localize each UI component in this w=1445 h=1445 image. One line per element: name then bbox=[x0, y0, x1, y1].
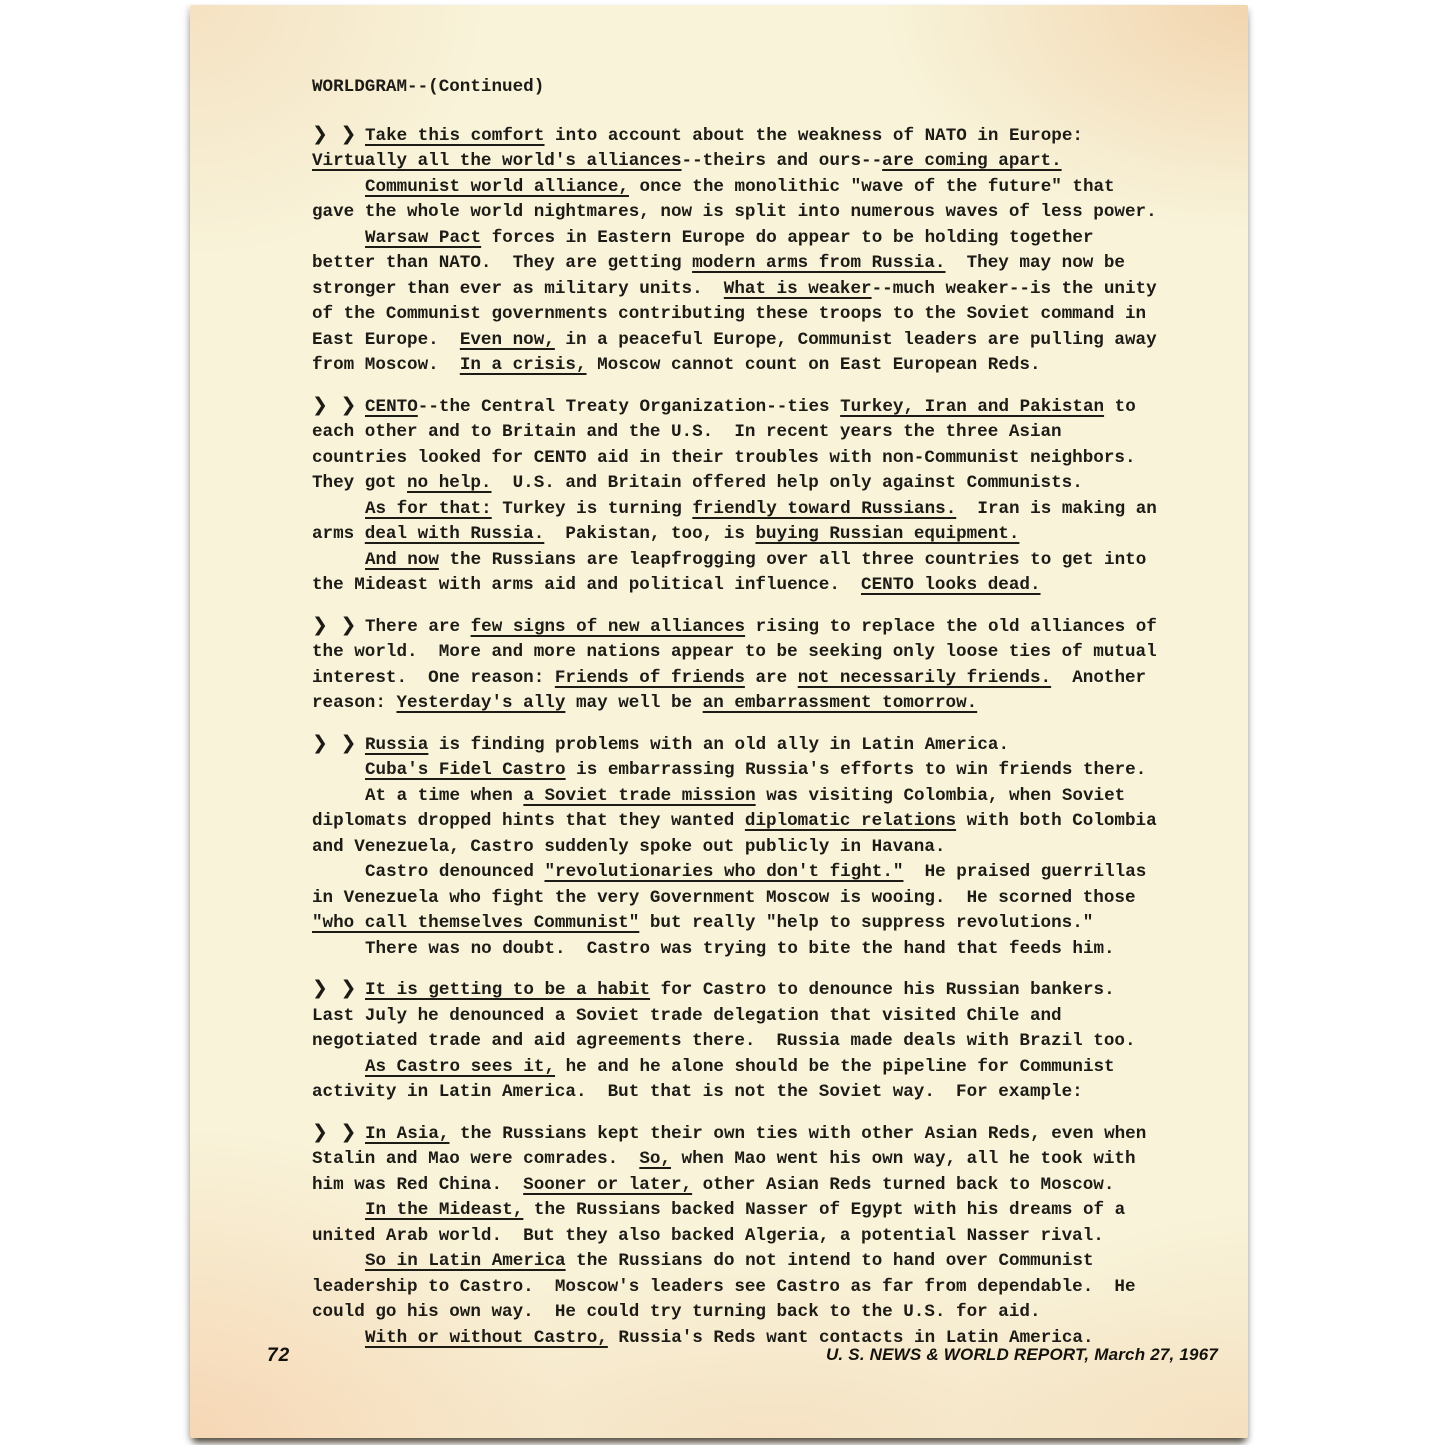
text-line bbox=[312, 471, 1198, 497]
underlined-text: Turkey, Iran and Pakistan bbox=[840, 396, 1105, 417]
publication-credit: U. S. NEWS & WORLD REPORT, March 27, 1967 bbox=[825, 1345, 1218, 1364]
text-segment: the world. More and more nations appear to be seeking only loose ties of mutual bbox=[312, 642, 1157, 662]
underlined-text: Sooner or later, bbox=[523, 1174, 693, 1195]
text-segment: Iran is making an bbox=[956, 498, 1157, 519]
text-segment: are bbox=[744, 667, 798, 688]
underlined-text: Communist world alliance, bbox=[365, 176, 629, 197]
underlined-text: Even now, bbox=[459, 329, 555, 350]
text-line bbox=[312, 1080, 1198, 1106]
text-segment: when Mao went his own way, all he took with bbox=[671, 1149, 1136, 1169]
page-content bbox=[312, 75, 1198, 1351]
text-line bbox=[312, 328, 1198, 354]
text-line bbox=[312, 731, 1198, 759]
text-segment: other Asian Reds turned back to Moscow. bbox=[692, 1174, 1115, 1195]
underlined-text: CENTO bbox=[365, 396, 418, 417]
text-segment: him was Red China. bbox=[312, 1174, 524, 1195]
text-segment: leadership to Castro. Moscow's leaders see Castro as far from dependable. He bbox=[312, 1276, 1136, 1297]
text-segment: may well be bbox=[565, 693, 703, 713]
text-segment: Another bbox=[1051, 667, 1147, 688]
text-line bbox=[312, 1055, 1198, 1081]
text-segment: with both Colombia bbox=[956, 811, 1157, 831]
text-line bbox=[312, 784, 1198, 810]
text-line bbox=[312, 1198, 1198, 1224]
underlined-text: What is weaker bbox=[723, 278, 872, 299]
text-segment: the Russians do not intend to hand over Communist bbox=[565, 1251, 1094, 1271]
text-segment: but really "help to suppress revolutions." bbox=[639, 913, 1094, 933]
underlined-text: And now bbox=[365, 549, 439, 570]
text-line bbox=[312, 393, 1198, 421]
text-segment: in Venezuela who fight the very Government Moscow is wooing. He scorned those bbox=[312, 887, 1136, 908]
underlined-text: In a crisis, bbox=[459, 355, 587, 375]
paragraph-block bbox=[312, 1120, 1198, 1352]
bullet-arrows-icon: ❯ ❯ bbox=[312, 731, 360, 754]
text-segment: into account about the weakness of NATO in Europe: bbox=[544, 125, 1083, 146]
underlined-text: So, bbox=[639, 1149, 671, 1169]
text-line bbox=[312, 1249, 1198, 1275]
text-segment: negotiated trade and aid agreements there. Russia made deals with Brazil too. bbox=[312, 1031, 1136, 1051]
text-segment: --the Central Treaty Organization--ties bbox=[417, 396, 841, 417]
body-text bbox=[312, 122, 1198, 1352]
underlined-text: not necessarily friends. bbox=[797, 667, 1052, 688]
text-segment: each other and to Britain and the U.S. In recent years the three Asian bbox=[312, 422, 1062, 442]
underlined-text: In Asia, bbox=[365, 1123, 450, 1144]
text-line bbox=[312, 860, 1198, 886]
text-line bbox=[312, 302, 1198, 328]
text-segment: Last July he denounced a Soviet trade delegation that visited Chile and bbox=[312, 1005, 1062, 1026]
underlined-text: few signs of new alliances bbox=[470, 616, 746, 637]
text-line bbox=[312, 175, 1198, 201]
text-segment: arms bbox=[312, 524, 365, 544]
text-line bbox=[312, 522, 1198, 548]
text-segment: the Russians backed Nasser of Egypt with his dreams of a bbox=[523, 1200, 1126, 1220]
text-segment: East Europe. bbox=[312, 329, 460, 350]
text-segment: There are bbox=[365, 616, 471, 637]
text-line bbox=[312, 640, 1198, 666]
underlined-text: Friends of friends bbox=[554, 667, 745, 688]
underlined-text: modern arms from Russia. bbox=[692, 253, 946, 273]
underlined-text: Russia bbox=[365, 734, 429, 755]
text-segment: He praised guerrillas bbox=[903, 862, 1147, 882]
text-line bbox=[312, 446, 1198, 472]
text-line bbox=[312, 911, 1198, 937]
underlined-text: It is getting to be a habit bbox=[365, 980, 651, 1000]
underlined-text: CENTO looks dead. bbox=[861, 575, 1041, 595]
text-segment: the Russians are leapfrogging over all three countries to get into bbox=[438, 549, 1147, 570]
underlined-text: As Castro sees it, bbox=[365, 1056, 556, 1077]
text-line bbox=[312, 937, 1198, 963]
underlined-text: friendly toward Russians. bbox=[692, 498, 957, 519]
text-line bbox=[312, 149, 1198, 175]
text-segment: united Arab world. But they also backed Algeria, a potential Nasser rival. bbox=[312, 1225, 1104, 1246]
page-number: 72 bbox=[267, 1345, 291, 1366]
underlined-text: Cuba's Fidel Castro bbox=[365, 760, 566, 780]
text-segment: and Venezuela, Castro suddenly spoke out publicly in Havana. bbox=[312, 836, 946, 857]
text-line bbox=[312, 420, 1198, 446]
text-line bbox=[312, 613, 1198, 641]
underlined-text: diplomatic relations bbox=[744, 811, 957, 831]
text-segment: rising to replace the old alliances of bbox=[745, 616, 1157, 637]
text-segment: better than NATO. They are getting bbox=[312, 253, 693, 273]
document-page bbox=[190, 5, 1248, 1438]
bullet-arrows-icon: ❯ ❯ bbox=[312, 122, 360, 145]
text-segment: gave the whole world nightmares, now is split into numerous waves of less power. bbox=[312, 202, 1157, 222]
underlined-text: a Soviet trade mission bbox=[523, 785, 756, 806]
text-segment: There was no doubt. Castro was trying to bite the hand that feeds him. bbox=[365, 938, 1115, 959]
underlined-text: So in Latin America bbox=[365, 1251, 566, 1271]
text-segment: of the Communist governments contributing these troops to the Soviet command in bbox=[312, 304, 1147, 324]
bullet-arrows-icon: ❯ ❯ bbox=[312, 1120, 360, 1143]
text-line bbox=[312, 1147, 1198, 1173]
page-title: WORLDGRAM--(Continued) bbox=[312, 77, 545, 97]
text-segment: is embarrassing Russia's efforts to win friends there. bbox=[565, 760, 1147, 780]
text-segment: activity in Latin America. But that is not the Soviet way. For example: bbox=[312, 1082, 1083, 1102]
underlined-text: an embarrassment tomorrow. bbox=[702, 693, 978, 713]
text-line bbox=[312, 226, 1198, 252]
text-line bbox=[312, 497, 1198, 523]
text-segment: Castro denounced bbox=[365, 862, 545, 882]
text-segment: from Moscow. bbox=[312, 355, 460, 375]
text-line bbox=[312, 1275, 1198, 1301]
underlined-text: Take this comfort bbox=[365, 125, 545, 146]
text-segment: Pakistan, too, is bbox=[544, 524, 756, 544]
text-line bbox=[312, 200, 1198, 226]
text-line bbox=[312, 548, 1198, 574]
text-line bbox=[312, 1004, 1198, 1030]
underlined-text: "who call themselves Communist" bbox=[312, 913, 640, 933]
text-line bbox=[312, 1029, 1198, 1055]
text-segment: to bbox=[1104, 396, 1136, 417]
text-segment: Moscow cannot count on East European Reds. bbox=[586, 355, 1041, 375]
bullet-arrows-icon: ❯ ❯ bbox=[312, 613, 360, 636]
underlined-text: deal with Russia. bbox=[364, 524, 545, 544]
text-segment: --much weaker--is the unity bbox=[871, 278, 1157, 299]
text-segment: the Russians kept their own ties with other Asian Reds, even when bbox=[449, 1123, 1147, 1144]
text-line bbox=[312, 1120, 1198, 1148]
underlined-text: With or without Castro, bbox=[365, 1327, 608, 1348]
text-segment: for Castro to denounce his Russian bankers. bbox=[650, 980, 1115, 1000]
text-segment: once the monolithic "wave of the future" that bbox=[628, 176, 1115, 197]
text-line bbox=[312, 666, 1198, 692]
page-footer bbox=[267, 1345, 1218, 1367]
text-line bbox=[312, 691, 1198, 717]
underlined-text: buying Russian equipment. bbox=[755, 524, 1020, 544]
text-line bbox=[312, 809, 1198, 835]
underlined-text: Yesterday's ally bbox=[396, 693, 566, 713]
text-segment: U.S. and Britain offered help only against Communists. bbox=[491, 473, 1083, 493]
paragraph-block bbox=[312, 613, 1198, 717]
text-segment: Russia's Reds want contacts in Latin America. bbox=[607, 1327, 1094, 1348]
text-segment: They got bbox=[312, 473, 408, 493]
text-segment: At a time when bbox=[365, 785, 524, 806]
text-segment: in a peaceful Europe, Communist leaders are pulling away bbox=[554, 329, 1157, 350]
text-line bbox=[312, 835, 1198, 861]
text-segment: the Mideast with arms aid and political influence. bbox=[312, 575, 862, 595]
text-line bbox=[312, 886, 1198, 912]
underlined-text: Virtually all the world's alliances bbox=[312, 151, 682, 171]
text-segment: interest. One reason: bbox=[312, 667, 555, 688]
text-segment: was visiting Colombia, when Soviet bbox=[755, 785, 1126, 806]
text-segment: is finding problems with an old ally in Latin America. bbox=[428, 734, 1010, 755]
text-line bbox=[312, 1300, 1198, 1326]
text-line bbox=[312, 573, 1198, 599]
text-line bbox=[312, 976, 1198, 1004]
text-segment: Stalin and Mao were comrades. bbox=[312, 1149, 640, 1169]
text-segment: stronger than ever as military units. bbox=[312, 278, 724, 299]
text-segment: forces in Eastern Europe do appear to be holding together bbox=[481, 227, 1094, 248]
paragraph-block bbox=[312, 731, 1198, 963]
underlined-text: no help. bbox=[407, 473, 492, 493]
paragraph-block bbox=[312, 122, 1198, 379]
text-line bbox=[312, 251, 1198, 277]
text-line bbox=[312, 1224, 1198, 1250]
text-segment: he and he alone should be the pipeline for Communist bbox=[555, 1056, 1115, 1077]
text-segment: Turkey is turning bbox=[491, 498, 693, 519]
underlined-text: Warsaw Pact bbox=[365, 227, 482, 248]
bullet-arrows-icon: ❯ ❯ bbox=[312, 393, 360, 416]
bullet-arrows-icon: ❯ ❯ bbox=[312, 977, 360, 999]
text-line bbox=[312, 353, 1198, 379]
text-segment: diplomats dropped hints that they wanted bbox=[312, 811, 745, 831]
text-line bbox=[312, 758, 1198, 784]
text-line bbox=[312, 122, 1198, 150]
underlined-text: "revolutionaries who don't fight." bbox=[544, 862, 904, 882]
text-segment: reason: bbox=[312, 693, 397, 713]
text-segment: --theirs and ours-- bbox=[681, 151, 883, 171]
text-segment: could go his own way. He could try turning back to the U.S. for aid. bbox=[312, 1302, 1041, 1322]
text-segment: countries looked for CENTO aid in their troubles with non-Communist neighbors. bbox=[312, 447, 1136, 468]
text-line bbox=[312, 277, 1198, 303]
paragraph-block bbox=[312, 393, 1198, 599]
paragraph-block bbox=[312, 976, 1198, 1106]
text-line bbox=[312, 1173, 1198, 1199]
underlined-text: In the Mideast, bbox=[365, 1200, 524, 1220]
text-segment: They may now be bbox=[945, 253, 1125, 273]
underlined-text: As for that: bbox=[365, 498, 492, 519]
underlined-text: are coming apart. bbox=[882, 151, 1062, 171]
